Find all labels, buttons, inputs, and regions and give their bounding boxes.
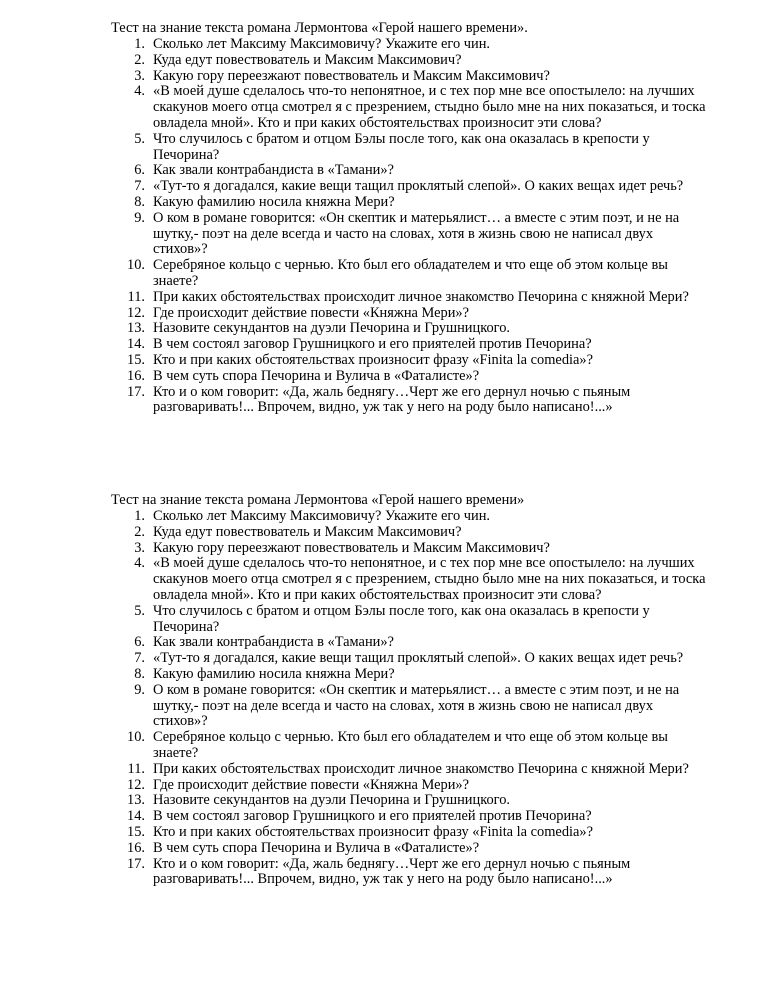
question-text: «Тут-то я догадался, какие вещи тащил проклятый слепой». О каких вещах идет речь? [153,178,684,195]
question-number: 17. [127,383,145,400]
question-number: 5. [134,130,145,147]
quiz-title: Тест на знание текста романа Лермонтова «Герой нашего времени». [111,20,528,36]
question-text: Кто и о ком говорит: «Да, жаль беднягу…Черт же его дернул ночью с пьяным разговаривать!... Впрочем, видно, уж так у него на роду было написано!...» [153,855,631,888]
question-item [111,195,711,211]
question-text: В чем суть спора Печорина и Вулича в «Фаталисте»? [153,839,480,856]
question-text: Серебряное кольцо с чернью. Кто был его обладателем и что еще об этом кольце вы знаете? [153,729,668,761]
question-item [111,69,711,85]
question-item [111,385,711,417]
question-text: О ком в романе говорится: «Он скептик и матерьялист… а вместе с этим поэт, и не на шутку,- поэт на деле всегда и часто на словах, хотя в жизнь свою не написал двух стихов»? [153,209,680,258]
question-number: 2. [134,523,145,540]
question-number: 17. [127,855,145,872]
question-item [111,53,711,69]
question-text: Как звали контрабандиста в «Тамани»? [153,162,394,179]
question-item [111,337,711,353]
question-item [111,306,711,322]
question-text: Куда едут повествователь и Максим Максимович? [153,51,462,68]
question-text: Кто и при каких обстоятельствах произносит фразу «Finita la comedia»? [153,351,593,368]
question-number: 5. [134,602,145,619]
quiz-title: Тест на знание текста романа Лермонтова «Герой нашего времени» [111,492,525,508]
question-text: Как звали контрабандиста в «Тамани»? [153,634,394,651]
question-item [111,211,711,258]
question-text: При каких обстоятельствах происходит личное знакомство Печорина с княжной Мери? [153,288,689,305]
question-text: Что случилось с братом и отцом Бэлы после того, как она оказалась в крепости у Печорина? [153,130,650,163]
question-text: Какую фамилию носила княжна Мери? [153,665,395,682]
question-item [111,321,711,337]
question-number: 12. [127,304,145,321]
question-number: 15. [127,823,145,840]
question-number: 11. [127,288,145,305]
question-number: 2. [134,51,145,68]
question-item [111,84,711,131]
question-number: 4. [134,83,145,100]
quiz-section-1 [111,20,711,416]
question-text: Какую гору переезжают повествователь и Максим Максимович? [153,67,550,84]
question-number: 6. [134,162,145,179]
question-text: В чем суть спора Печорина и Вулича в «Фаталисте»? [153,367,480,384]
quiz-section-2 [111,492,711,888]
question-number: 16. [127,367,145,384]
question-item [111,525,711,541]
question-item [111,793,711,809]
question-item [111,37,711,53]
question-item [111,509,711,525]
question-number: 11. [127,760,145,777]
question-number: 3. [134,67,145,84]
question-item [111,132,711,164]
question-item [111,651,711,667]
question-number: 7. [134,650,145,667]
question-number: 1. [134,36,145,52]
question-text: Где происходит действие повести «Княжна Мери»? [153,776,469,793]
question-text: Сколько лет Максиму Максимовичу? Укажите его чин. [153,508,491,524]
question-number: 6. [134,634,145,651]
question-text: Сколько лет Максиму Максимовичу? Укажите его чин. [153,36,491,52]
question-item [111,825,711,841]
question-text: Где происходит действие повести «Княжна Мери»? [153,304,469,321]
question-text: Какую фамилию носила княжна Мери? [153,193,395,210]
question-number: 1. [134,508,145,524]
question-item [111,841,711,857]
question-text: «В моей душе сделалось что-то непонятное, и с тех пор мне все опостылело: на лучших скакунов моего отца смотрел я с презрением, стыдно было мне на них показаться, и тоска овладела мной». Кто и при каких обстоятельствах произносит эти слова? [153,83,706,131]
question-number: 10. [127,257,145,274]
question-text: При каких обстоятельствах происходит личное знакомство Печорина с княжной Мери? [153,760,689,777]
question-item [111,163,711,179]
question-number: 3. [134,539,145,556]
question-item [111,290,711,306]
question-text: Какую гору переезжают повествователь и Максим Максимович? [153,539,550,556]
question-number: 10. [127,729,145,746]
question-number: 9. [134,681,145,698]
question-number: 7. [134,178,145,195]
question-list [111,509,711,888]
question-item [111,541,711,557]
question-text: В чем состоял заговор Грушницкого и его приятелей против Печорина? [153,808,592,825]
question-item [111,778,711,794]
question-item [111,730,711,762]
question-text: Куда едут повествователь и Максим Максимович? [153,523,462,540]
question-list [111,37,711,416]
question-number: 14. [127,336,145,353]
question-item [111,604,711,636]
question-item [111,369,711,385]
question-item [111,179,711,195]
question-text: Назовите секундантов на дуэли Печорина и Грушницкого. [153,320,511,337]
question-text: В чем состоял заговор Грушницкого и его приятелей против Печорина? [153,336,592,353]
question-number: 8. [134,193,145,210]
question-text: Кто и о ком говорит: «Да, жаль беднягу…Черт же его дернул ночью с пьяным разговаривать!... Впрочем, видно, уж так у него на роду было написано!...» [153,383,631,416]
question-item [111,857,711,889]
question-item [111,635,711,651]
question-number: 16. [127,839,145,856]
question-number: 9. [134,209,145,226]
question-text: Кто и при каких обстоятельствах произносит фразу «Finita la comedia»? [153,823,593,840]
question-item [111,353,711,369]
question-number: 14. [127,808,145,825]
question-number: 8. [134,665,145,682]
question-number: 15. [127,351,145,368]
question-item [111,683,711,730]
question-text: «В моей душе сделалось что-то непонятное, и с тех пор мне все опостылело: на лучших скакунов моего отца смотрел я с презрением, стыдно было мне на них показаться, и тоска овладела мной». Кто и при каких обстоятельствах произносит эти слова? [153,555,706,603]
question-item [111,809,711,825]
question-text: Серебряное кольцо с чернью. Кто был его обладателем и что еще об этом кольце вы знаете? [153,257,668,289]
question-text: Что случилось с братом и отцом Бэлы после того, как она оказалась в крепости у Печорина? [153,602,650,635]
question-item [111,667,711,683]
question-text: Назовите секундантов на дуэли Печорина и Грушницкого. [153,792,511,809]
question-number: 13. [127,792,145,809]
question-text: О ком в романе говорится: «Он скептик и матерьялист… а вместе с этим поэт, и не на шутку,- поэт на деле всегда и часто на словах, хотя в жизнь свою не написал двух стихов»? [153,681,680,730]
question-text: «Тут-то я догадался, какие вещи тащил проклятый слепой». О каких вещах идет речь? [153,650,684,667]
question-item [111,556,711,603]
question-item [111,762,711,778]
question-item [111,258,711,290]
question-number: 4. [134,555,145,572]
question-number: 12. [127,776,145,793]
question-number: 13. [127,320,145,337]
